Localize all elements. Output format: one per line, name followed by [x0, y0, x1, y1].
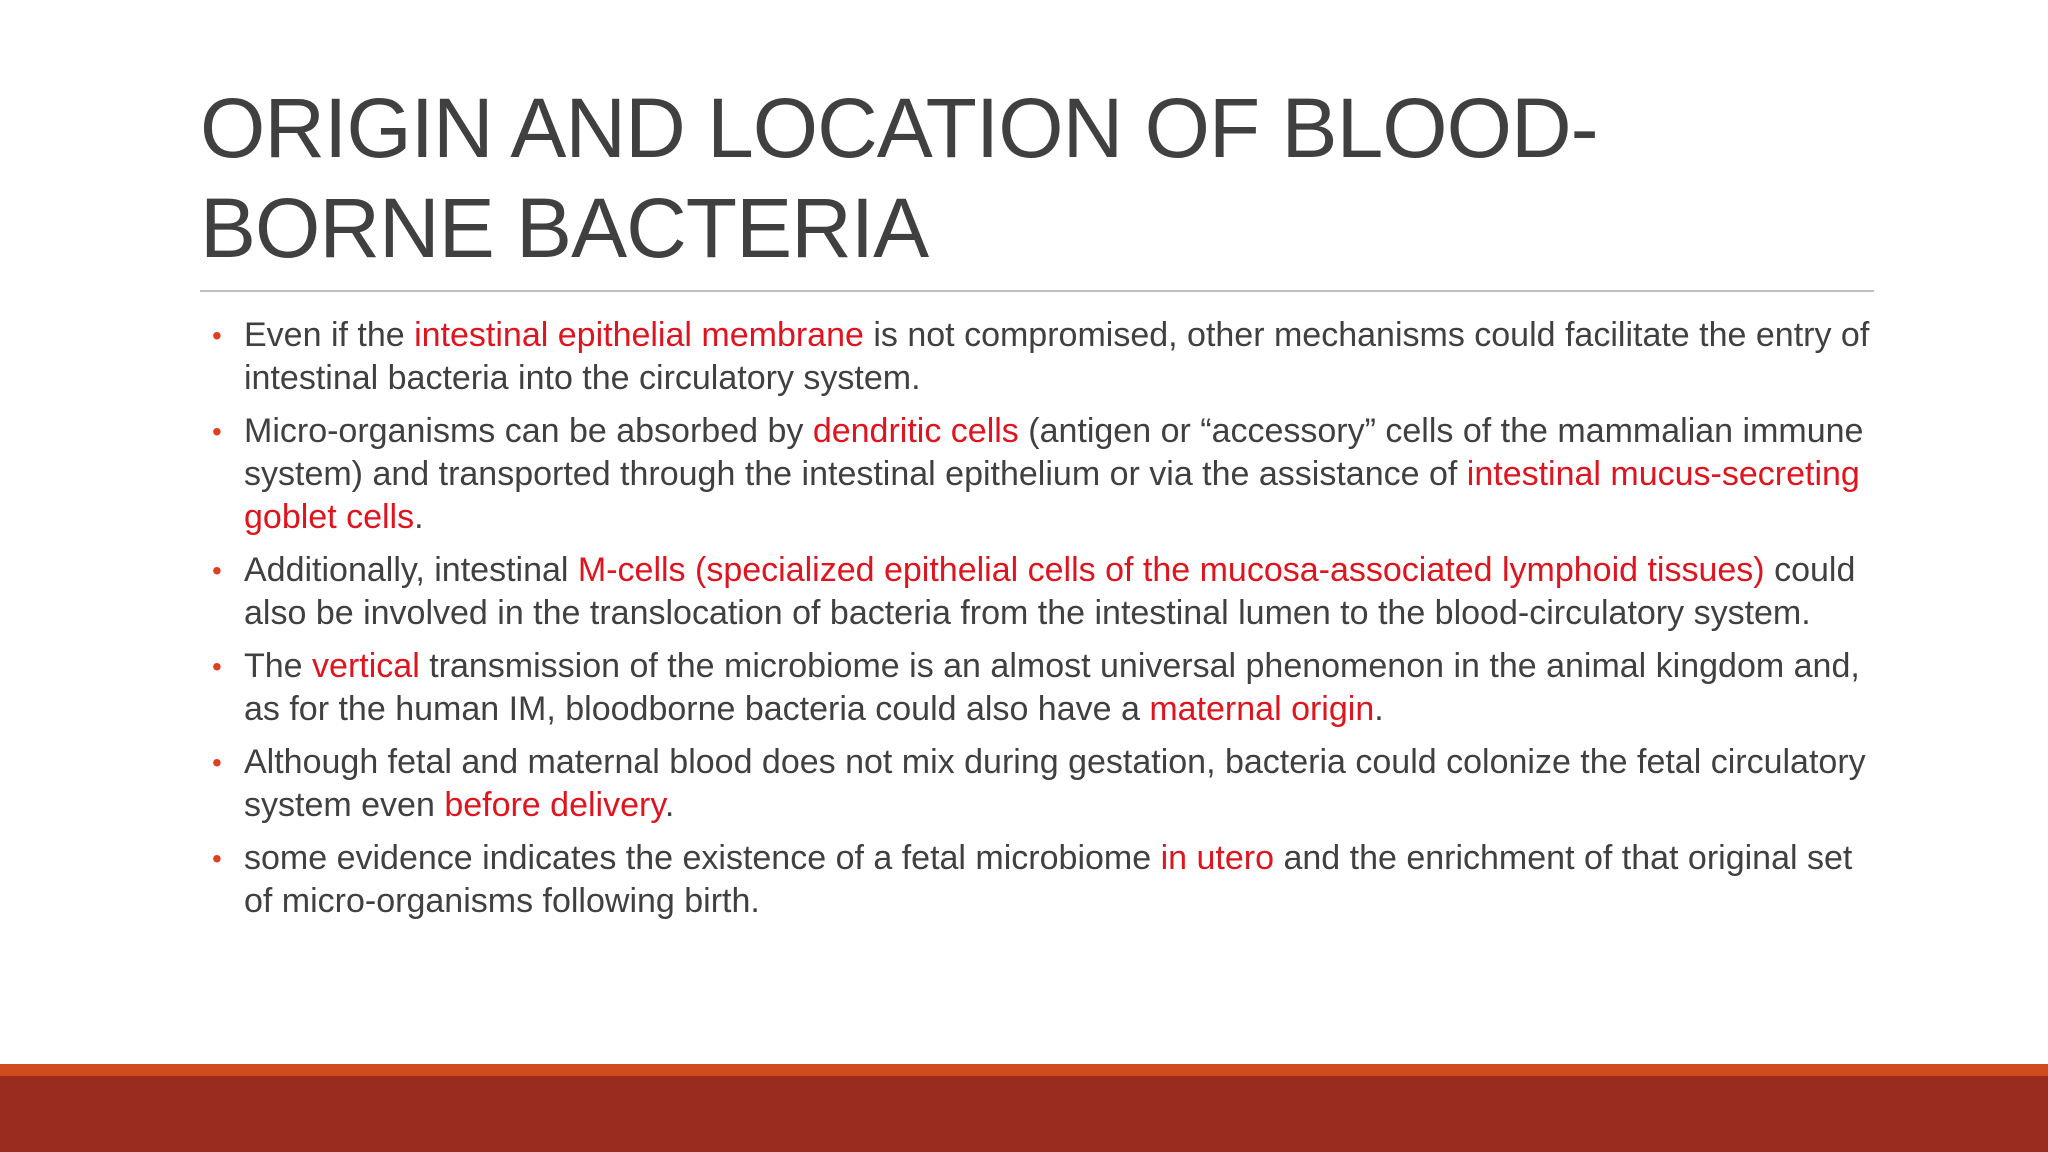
highlighted-term: M-cells (specialized epithelial cells of the mucosa-associated lymphoid tissues)	[577, 551, 1765, 589]
bullet-marker: •	[212, 651, 222, 682]
bullet-marker: •	[212, 416, 222, 447]
bullet-text: Micro-organisms can be absorbed by	[244, 412, 813, 450]
bullet-text: is not compromised, other mechanisms could facilitate the entry of intestinal bacteria into the circulatory system.	[244, 316, 1870, 397]
highlighted-term: before delivery	[444, 786, 665, 824]
slide-title: ORIGIN AND LOCATION OF BLOOD-BORNE BACTERIA	[200, 81, 1598, 275]
bullet-item	[212, 549, 1880, 635]
bullet-item	[212, 645, 1880, 731]
bullet-item	[212, 410, 1880, 539]
bullet-text: Even if the	[244, 316, 415, 354]
bullet-item	[212, 837, 1880, 923]
highlighted-term: maternal origin	[1149, 690, 1375, 728]
bullet-text: .	[1374, 690, 1384, 728]
bullet-text: some evidence indicates the existence of a fetal microbiome	[244, 839, 1161, 877]
bullet-item	[212, 741, 1880, 827]
bullet-marker: •	[212, 555, 222, 586]
bullet-item	[212, 314, 1880, 400]
bullet-text: could also be involved in the translocation of bacteria from the intestinal lumen to the blood-circulatory system.	[244, 551, 1856, 632]
bullet-text: .	[664, 786, 675, 824]
title-divider	[200, 290, 1874, 292]
bullet-list	[212, 314, 1880, 933]
footer-bar	[0, 1076, 2048, 1152]
bullet-text: (antigen or “accessory” cells of the mammalian immune system) and transported through the intestinal epithelium or via the assistance of	[244, 412, 1864, 493]
bullet-text: The	[244, 647, 313, 685]
highlighted-term: in utero	[1160, 839, 1274, 877]
bullet-text: .	[414, 498, 424, 536]
bullet-marker: •	[212, 320, 222, 351]
bullet-text: transmission of the microbiome is an almost universal phenomenon in the animal kingdom and, as for the human IM, bloodborne bacteria could also have a	[244, 647, 1860, 728]
highlighted-term: dendritic cells	[812, 412, 1019, 450]
highlighted-term: vertical	[312, 647, 420, 685]
bullet-text: Additionally, intestinal	[244, 551, 578, 589]
footer-accent-bar	[0, 1064, 2048, 1076]
highlighted-term: intestinal mucus-secreting goblet cells	[244, 455, 1860, 536]
bullet-marker: •	[212, 843, 222, 874]
bullet-text: Although fetal and maternal blood does not mix during gestation, bacteria could colonize the fetal circulatory system even	[244, 743, 1866, 824]
bullet-marker: •	[212, 747, 222, 778]
highlighted-term: intestinal epithelial membrane	[414, 316, 864, 354]
bullet-text: and the enrichment of that original set of micro-organisms following birth.	[244, 839, 1853, 920]
